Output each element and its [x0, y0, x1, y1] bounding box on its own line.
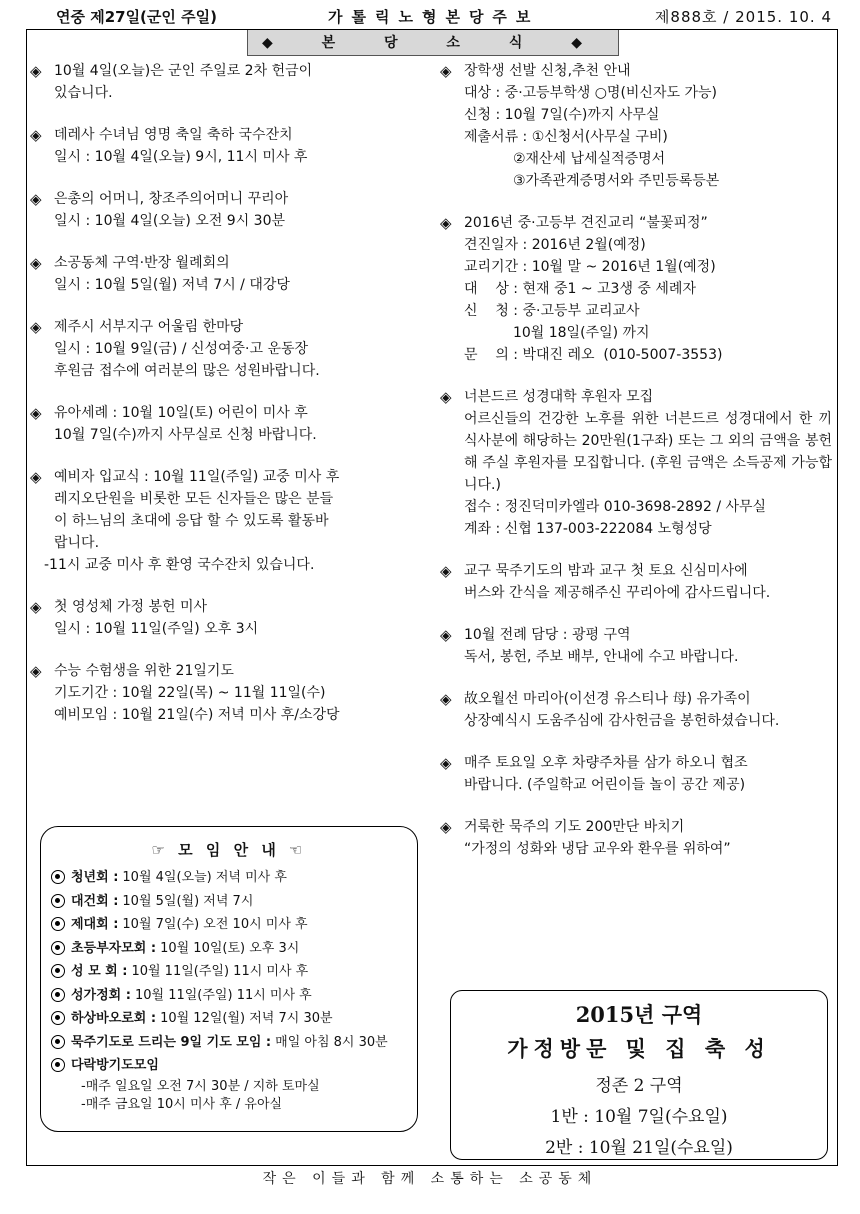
news-item-text: 바랍니다. (주일학교 어린이들 놀이 공간 제공) — [464, 777, 746, 793]
news-item-line: 랍니다. — [54, 535, 100, 551]
liturgical-day: 연중 제27일(군인 주일) — [56, 8, 217, 26]
news-item — [440, 212, 832, 366]
meeting-name: 대건회 : — [71, 893, 119, 909]
meeting-sub-line: -매주 일요일 오전 7시 30분 / 지하 토마실 — [81, 1078, 320, 1094]
news-item-line: 있습니다. — [54, 85, 113, 101]
bullet-icon — [51, 988, 65, 1002]
meeting-detail: 10월 7일(수) 오전 10시 미사 후 — [122, 917, 308, 932]
news-item-line: 일시 : 10월 9일(금) / 신성여중·고 운동장 — [54, 341, 309, 357]
news-item-text: 버스와 간식을 제공해주신 꾸리아에 감사드립니다. — [464, 585, 771, 601]
news-item-line: 대상 : 중·고등부학생 ○명(비신자도 가능) — [464, 85, 717, 101]
news-item-line: 레지오단원을 비롯한 모든 신자들은 많은 분들 — [54, 491, 334, 507]
bullet-icon — [51, 1035, 65, 1049]
meeting-row — [51, 866, 407, 890]
visit-district: 정존 2 구역 — [595, 1076, 683, 1096]
meeting-detail: 10월 5일(월) 저녁 7시 — [122, 893, 254, 909]
meeting-row — [51, 1007, 407, 1031]
bullet-icon — [51, 1011, 65, 1025]
meeting-row — [51, 937, 407, 961]
bullet-icon — [51, 870, 65, 884]
meeting-row — [51, 984, 407, 1008]
news-item — [30, 60, 430, 104]
issue-number-date: 제888호 / 2015. 10. 4 — [654, 8, 832, 26]
news-item — [440, 386, 832, 540]
news-item-text: 상장예식시 도움주심에 감사헌금을 봉헌하셨습니다. — [464, 713, 780, 729]
left-column — [30, 60, 430, 746]
visit-schedule-2: 2반 : 10월 21일(수요일) — [545, 1138, 733, 1158]
news-item-title: ◈ 첫 영성체 가정 봉헌 미사 — [30, 596, 430, 618]
news-item-title: ◈ 예비자 입교식 : 10월 11일(주일) 교중 미사 후 — [30, 466, 430, 488]
meeting-row — [51, 1054, 407, 1078]
news-item-title: ◈ 은총의 어머니, 창조주의어머니 꾸리아 — [30, 188, 430, 210]
news-item-line: 일시 : 10월 11일(주일) 오후 3시 — [54, 621, 259, 637]
news-item-note: -11시 교중 미사 후 환영 국수잔치 있습니다. — [44, 557, 315, 573]
news-item-title: ◈ 故오월선 마리아(이선경 유스티나 母) 유가족이 — [440, 688, 832, 710]
meeting-row — [51, 1031, 407, 1055]
news-item-title: ◈ 10월 4일(오늘)은 군인 주일로 2차 헌금이 — [30, 60, 430, 82]
page-footer: 작은 이들과 함께 소통하는 소공동체 — [262, 1171, 598, 1187]
meeting-name: 묵주기도로 드리는 9일 기도 모임 : — [71, 1034, 272, 1050]
news-item-title: ◈ 제주시 서부지구 어울림 한마당 — [30, 316, 430, 338]
meeting-name: 성가정회 : — [71, 987, 131, 1003]
news-item-title: ◈ 수능 수험생을 위한 21일기도 — [30, 660, 430, 682]
meeting-title: ☞ 모 임 안 내 ☜ — [151, 841, 307, 859]
news-item-quote: “가정의 성화와 냉담 교우와 환우를 위하여” — [464, 841, 731, 857]
news-item-line: 신 청 : 중·고등부 교리교사 — [464, 303, 640, 319]
news-item-line: 접수 : 정진덕미카엘라 010-3698-2892 / 사무실 — [464, 499, 767, 515]
news-item-line: 일시 : 10월 4일(오늘) 9시, 11시 미사 후 — [54, 149, 308, 165]
news-item-line: 일시 : 10월 4일(오늘) 오전 9시 30분 — [54, 213, 286, 229]
news-item-line: 10월 7일(수)까지 사무실로 신청 바랍니다. — [54, 427, 317, 443]
news-item-line: 일시 : 10월 5일(월) 저녁 7시 / 대강당 — [54, 277, 290, 293]
news-item-line: 신청 : 10월 7일(수)까지 사무실 — [464, 107, 660, 123]
news-item-title: ◈ 거룩한 묵주의 기도 200만단 바치기 — [440, 816, 832, 838]
meeting-name: 성 모 회 : — [71, 964, 128, 979]
news-item-line: 제출서류 : ①신청서(사무실 구비) — [464, 129, 668, 145]
meeting-list — [51, 866, 407, 1114]
bullet-icon — [51, 1058, 65, 1072]
news-item — [440, 816, 832, 860]
news-item — [440, 560, 832, 604]
news-item-line: ②재산세 납세실적증명서 — [464, 151, 666, 167]
news-item-title: ◈ 교구 묵주기도의 밤과 교구 첫 토요 신심미사에 — [440, 560, 832, 582]
news-item-title: ◈ 소공동체 구역·반장 월례회의 — [30, 252, 430, 274]
news-item-line: 예비모임 : 10월 21일(수) 저녁 미사 후/소강당 — [54, 707, 340, 723]
news-item-title: ◈ 장학생 선발 신청,추천 안내 — [440, 60, 832, 82]
meeting-name: 청년회 : — [71, 870, 119, 885]
news-item-line: 계좌 : 신협 137-003-222084 노형성당 — [464, 521, 712, 537]
news-item — [30, 466, 430, 576]
meeting-detail: 10월 11일(주일) 11시 미사 후 — [131, 964, 309, 979]
news-item-title: ◈ 2016년 중·고등부 견진교리 “불꽃피정” — [440, 212, 832, 234]
news-item-line: 문 의 : 박대진 레오 (010-5007-3553) — [464, 347, 723, 363]
meeting-row — [51, 913, 407, 937]
news-item — [440, 60, 832, 192]
visit-title: 2015년 구역 — [575, 1002, 703, 1027]
meeting-row — [51, 960, 407, 984]
news-item — [440, 624, 832, 668]
bullet-icon — [51, 941, 65, 955]
news-item-line: 10월 18일(주일) 까지 — [464, 325, 650, 341]
news-item-line: 이 하느님의 초대에 응답 할 수 있도록 활동바 — [54, 513, 329, 529]
meeting-detail: 10월 12일(월) 저녁 7시 30분 — [160, 1011, 333, 1026]
news-item — [440, 688, 832, 732]
section-title: ◆ 본 당 소 식 ◆ — [247, 30, 619, 56]
news-item — [30, 402, 430, 446]
news-item-line: 대 상 : 현재 중1 ~ 고3생 중 세례자 — [464, 281, 696, 297]
page-header — [28, 6, 838, 28]
meeting-name: 하상바오로회 : — [71, 1011, 157, 1026]
meeting-name: 제대회 : — [71, 917, 119, 932]
news-item-title: ◈ 매주 토요일 오후 차량주차를 삼가 하오니 협조 — [440, 752, 832, 774]
meeting-detail: 10월 11일(주일) 11시 미사 후 — [134, 987, 312, 1003]
bullet-icon — [51, 964, 65, 978]
news-item — [30, 252, 430, 296]
meeting-name: 다락방기도모임 — [71, 1058, 159, 1073]
news-item-text: 어르신들의 건강한 노후를 위한 너븐드르 성경대에서 한 끼 식사분에 해당하는 20만원(1구좌) 또는 그 외의 금액을 봉헌 해 주실 후원자를 모집합니다. (후원 금액은 소득공제 가능합니다.) — [464, 411, 832, 493]
news-item — [30, 596, 430, 640]
right-column — [440, 60, 832, 880]
meeting-detail: 10월 4일(오늘) 저녁 미사 후 — [122, 870, 287, 885]
meeting-detail: 매일 아침 8시 30분 — [275, 1034, 388, 1050]
news-item — [30, 124, 430, 168]
news-item-title: ◈ 너븐드르 성경대학 후원자 모집 — [440, 386, 832, 408]
visit-subtitle: 가정방문 및 집 축 성 — [507, 1036, 771, 1061]
news-item-line: 기도기간 : 10월 22일(목) ~ 11월 11일(수) — [54, 685, 326, 701]
meeting-name: 초등부자모회 : — [71, 940, 157, 956]
news-item — [440, 752, 832, 796]
meeting-sub-line: -매주 금요일 10시 미사 후 / 유아실 — [81, 1096, 283, 1112]
bullet-icon — [51, 894, 65, 908]
news-item-title: ◈ 10월 전례 담당 : 광평 구역 — [440, 624, 832, 646]
news-item — [30, 660, 430, 726]
news-item-title: ◈ 유아세례 : 10월 10일(토) 어린이 미사 후 — [30, 402, 430, 424]
news-item-line: 교리기간 : 10월 말 ~ 2016년 1월(예정) — [464, 259, 716, 275]
news-item-line: ③가족관계증명서와 주민등록등본 — [464, 173, 720, 189]
news-item-line: 후원금 접수에 여러분의 많은 성원바랍니다. — [54, 363, 320, 379]
meeting-box — [40, 826, 418, 1132]
visit-schedule-1: 1반 : 10월 7일(수요일) — [550, 1107, 728, 1127]
news-item-line: 독서, 봉헌, 주보 배부, 안내에 수고 바랍니다. — [464, 649, 739, 665]
bulletin-title: 가톨릭노형본당주보 — [328, 8, 540, 26]
meeting-detail: 10월 10일(토) 오후 3시 — [160, 940, 300, 956]
bullet-icon — [51, 917, 65, 931]
news-item — [30, 188, 430, 232]
news-item-title: ◈ 데레사 수녀님 영명 축일 축하 국수잔치 — [30, 124, 430, 146]
home-visit-box — [450, 990, 828, 1160]
meeting-row — [51, 890, 407, 914]
news-item — [30, 316, 430, 382]
news-item-line: 견진일자 : 2016년 2월(예정) — [464, 237, 646, 253]
